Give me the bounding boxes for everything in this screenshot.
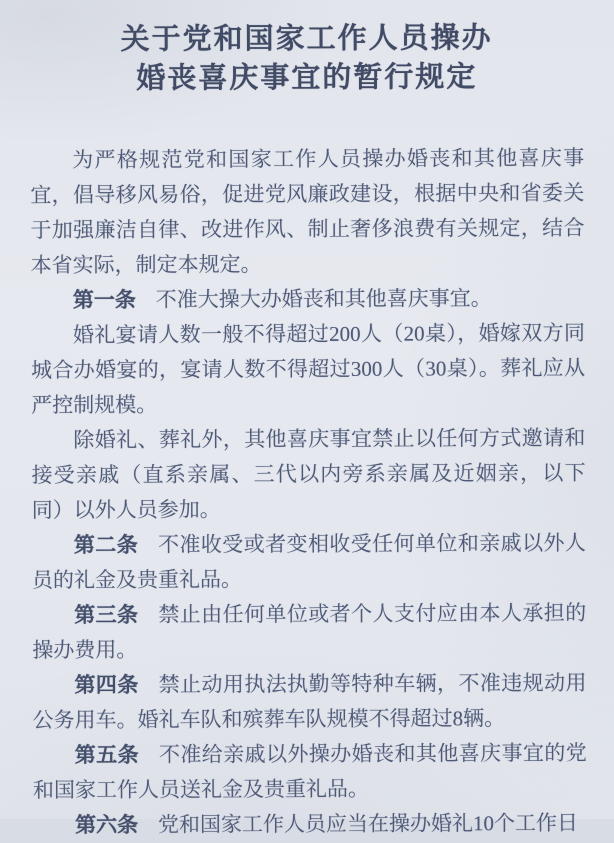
paragraph-text: 除婚礼、葬礼外，其他喜庆事宜禁止以任何方式邀请和接受亲戚（直系亲属、三代以内旁系亲属及近姻亲，以下同）以外人员参加。 bbox=[31, 425, 586, 523]
paragraph-article-3 bbox=[32, 596, 586, 668]
document-content bbox=[30, 19, 588, 843]
article-label: 第四条 bbox=[74, 672, 139, 698]
paragraph-article-1 bbox=[31, 281, 585, 318]
paragraph-preamble bbox=[30, 141, 585, 283]
paragraph-article-6-truncated bbox=[33, 806, 587, 843]
paragraph-article-4 bbox=[32, 666, 586, 738]
article-label: 第一条 bbox=[72, 287, 136, 313]
article-label: 第三条 bbox=[74, 602, 139, 628]
paragraph-text: 不准收受或者变相收受任何单位和亲戚以外人员的礼金及贵重礼品。 bbox=[31, 530, 586, 593]
paragraph-text: 党和国家工作人员应当在操办婚礼10个工作日 bbox=[157, 810, 579, 837]
paragraph-article-1-detail-banquet bbox=[31, 316, 585, 423]
document-title bbox=[30, 19, 584, 99]
paragraph-text: 禁止动用执法执勤等特种车辆，不准违规动用公务用车。婚礼车队和殡葬车队规模不得超过8辆。 bbox=[32, 670, 587, 733]
paragraph-article-2 bbox=[32, 526, 586, 598]
article-label: 第五条 bbox=[74, 742, 140, 768]
paragraph-text: 禁止由任何单位或者个人支付应由本人承担的操办费用。 bbox=[32, 600, 587, 663]
paragraph-text: 为严格规范党和国家工作人员操办婚丧和其他喜庆事宜，倡导移风易俗，促进党风廉政建设，根据中央和省委关于加强廉洁自律、改进作风、制止奢侈浪费有关规定，结合本省实际，制定本规定。 bbox=[30, 145, 585, 278]
paragraph-text: 婚礼宴请人数一般不得超过200人（20桌），婚嫁双方同城合办婚宴的，宴请人数不得超过300人（30桌）。葬礼应从严控制规模。 bbox=[31, 320, 586, 418]
paragraph-article-5 bbox=[33, 736, 587, 808]
document-title-line1: 关于党和国家工作人员操办 bbox=[120, 22, 493, 56]
document-title-line2: 婚丧喜庆事宜的暂行规定 bbox=[136, 61, 478, 95]
paragraph-article-1-detail-guests bbox=[31, 421, 585, 528]
paragraph-text: 不准大操大办婚丧和其他喜庆事宜。 bbox=[155, 286, 492, 312]
paragraph-text: 不准给亲戚以外操办婚丧和其他喜庆事宜的党和国家工作人员送礼金及贵重礼品。 bbox=[32, 740, 587, 803]
article-label: 第六条 bbox=[75, 812, 139, 838]
document-body bbox=[30, 141, 587, 843]
article-label: 第二条 bbox=[73, 532, 139, 558]
